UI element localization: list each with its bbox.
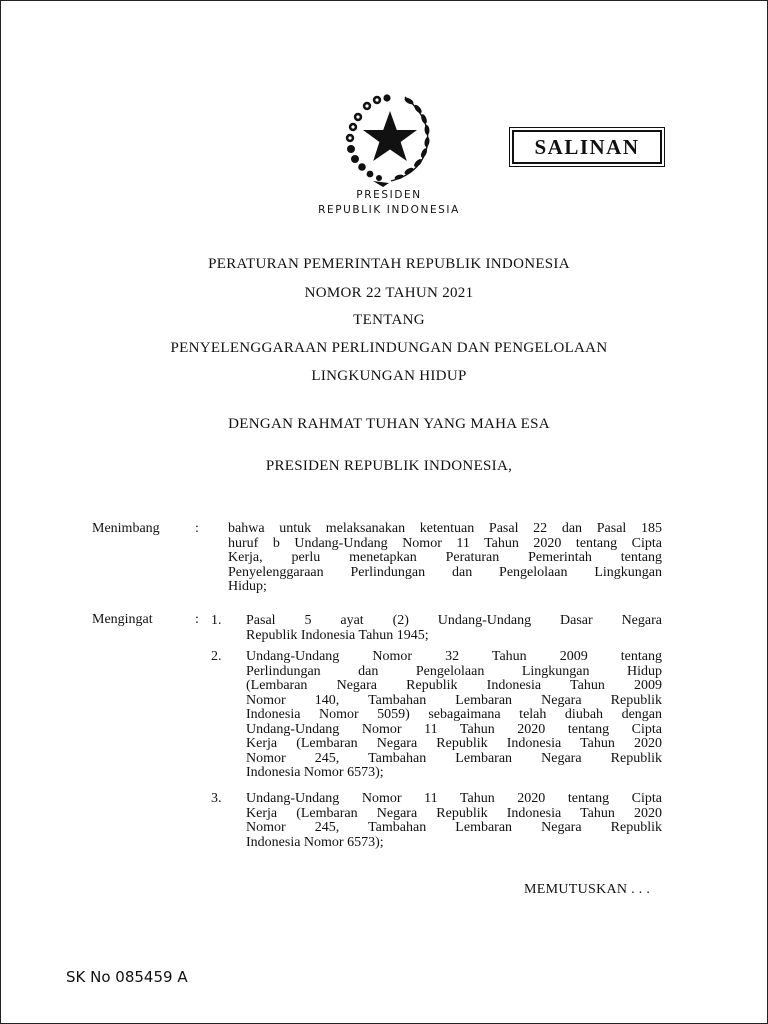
- menimbang-paragraph: [228, 522, 662, 595]
- preamble-president: PRESIDEN REPUBLIK INDONESIA,: [265, 458, 513, 474]
- mengingat-line: Undang-Undang Nomor 11 Tahun 2020 tentang Cipta: [246, 721, 662, 737]
- regulation-number: NOMOR 22 TAHUN 2021: [304, 285, 474, 301]
- salinan-stamp: SALINAN: [512, 130, 662, 164]
- mengingat-item-1: [246, 614, 662, 643]
- mengingat-line: Indonesia Nomor 6573);: [246, 834, 384, 850]
- menimbang-line: huruf b Undang-Undang Nomor 11 Tahun 2020 tentang Cipta: [228, 535, 662, 551]
- mengingat-line: Nomor 245, Tambahan Lembaran Negara Republik: [246, 750, 662, 766]
- mengingat-line: Kerja (Lembaran Negara Republik Indonesia Tahun 2020: [246, 736, 662, 751]
- mengingat-item-number: 1.: [211, 613, 222, 628]
- menimbang-line: Penyelenggaraan Perlindungan dan Pengelolaan Lingkungan: [228, 564, 662, 580]
- mengingat-line: Nomor 140, Tambahan Lembaran Negara Republik: [246, 692, 662, 708]
- garuda-star-emblem-icon: [339, 89, 439, 189]
- serial-number: SK No 085459 A: [66, 968, 188, 986]
- menimbang-colon: :: [195, 521, 199, 536]
- mengingat-line: Perlindungan dan Pengelolaan Lingkungan Hidup: [246, 663, 662, 679]
- mengingat-line: Kerja (Lembaran Negara Republik Indonesia Tahun 2020: [246, 805, 662, 821]
- mengingat-label: Mengingat: [92, 612, 153, 627]
- mengingat-line: (Lembaran Negara Republik Indonesia Tahun 2009: [246, 678, 662, 693]
- mengingat-colon: :: [195, 612, 199, 627]
- mengingat-line: Nomor 245, Tambahan Lembaran Negara Republik: [246, 820, 662, 835]
- mengingat-line: Undang-Undang Nomor 11 Tahun 2020 tentang Cipta: [246, 791, 662, 806]
- regulation-title: PERATURAN PEMERINTAH REPUBLIK INDONESIA: [208, 256, 570, 272]
- mengingat-line: Republik Indonesia Tahun 1945;: [246, 627, 429, 643]
- president-label: PRESIDEN: [356, 189, 422, 201]
- mengingat-line: Undang-Undang Nomor 32 Tahun 2009 tentang: [246, 649, 662, 664]
- mengingat-item-number: 3.: [211, 791, 222, 806]
- menimbang-line: Kerja, perlu menetapkan Peraturan Pemerintah tentang: [228, 550, 662, 565]
- menimbang-line: bahwa untuk melaksanakan ketentuan Pasal 22 dan Pasal 185: [228, 521, 662, 536]
- mengingat-line: Indonesia Nomor 5059) sebagaimana telah diubah dengan: [246, 707, 662, 722]
- mengingat-item-number: 2.: [211, 649, 222, 664]
- mengingat-line: Indonesia Nomor 6573);: [246, 765, 384, 780]
- menimbang-label: Menimbang: [92, 521, 160, 536]
- mengingat-item-2: [246, 650, 662, 781]
- regulation-subject-line-1: PENYELENGGARAAN PERLINDUNGAN DAN PENGELOLAAN: [170, 340, 608, 356]
- continuation-marker: MEMUTUSKAN . . .: [524, 882, 651, 897]
- republic-label: REPUBLIK INDONESIA: [318, 204, 460, 216]
- menimbang-line: Hidup;: [228, 579, 267, 594]
- mengingat-line: Pasal 5 ayat (2) Undang-Undang Dasar Negara: [246, 613, 662, 628]
- regulation-subject-line-2: LINGKUNGAN HIDUP: [311, 368, 467, 384]
- preamble-blessing: DENGAN RAHMAT TUHAN YANG MAHA ESA: [228, 416, 550, 432]
- mengingat-item-3: [246, 792, 662, 850]
- regulation-about: TENTANG: [353, 312, 425, 328]
